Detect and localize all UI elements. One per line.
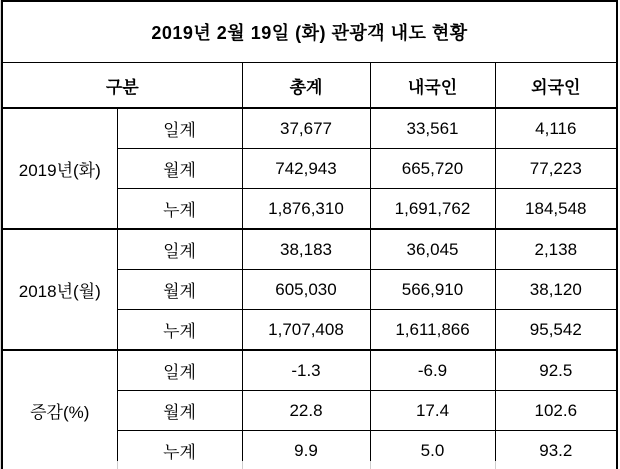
header-domestic: 내국인: [370, 63, 495, 109]
table-row: [2, 229, 617, 270]
row-label-cumulative: 누계: [117, 431, 242, 469]
header-total: 총계: [242, 63, 370, 109]
row-label-daily: 일계: [117, 350, 242, 391]
table-cell: 17.4: [370, 391, 495, 431]
table-cell: 38,183: [242, 229, 370, 270]
table-cell: 22.8: [242, 391, 370, 431]
table-cell: 33,561: [370, 108, 495, 149]
row-label-cumulative: 누계: [117, 310, 242, 351]
tourist-arrivals-table: [1, 0, 618, 469]
table-cell: 102.6: [495, 391, 617, 431]
table-cell: 4,116: [495, 108, 617, 149]
row-label-monthly: 월계: [117, 149, 242, 189]
table-row: [2, 108, 617, 149]
sheet-gridline-stub: [242, 461, 243, 469]
group-label-2018: 2018년(월): [2, 229, 117, 350]
table-cell: 5.0: [370, 431, 495, 469]
header-foreign: 외국인: [495, 63, 617, 109]
table-cell: 742,943: [242, 149, 370, 189]
table-cell: 605,030: [242, 270, 370, 310]
table-cell: -6.9: [370, 350, 495, 391]
table-cell: 77,223: [495, 149, 617, 189]
header-row: [2, 63, 617, 109]
row-label-monthly: 월계: [117, 391, 242, 431]
row-label-monthly: 월계: [117, 270, 242, 310]
table-row: [2, 350, 617, 391]
table-title: 2019년 2월 19일 (화) 관광객 내도 현황: [2, 1, 617, 63]
row-label-daily: 일계: [117, 108, 242, 149]
sheet-gridline-stub: [370, 461, 371, 469]
table-cell: 93.2: [495, 431, 617, 469]
row-label-cumulative: 누계: [117, 189, 242, 230]
table-cell: 665,720: [370, 149, 495, 189]
sheet-gridline-stub: [117, 461, 118, 469]
table-cell: 2,138: [495, 229, 617, 270]
header-category: 구분: [2, 63, 242, 109]
table-cell: 92.5: [495, 350, 617, 391]
table-cell: -1.3: [242, 350, 370, 391]
table-cell: 36,045: [370, 229, 495, 270]
table-cell: 1,876,310: [242, 189, 370, 230]
table-cell: 9.9: [242, 431, 370, 469]
table-cell: 1,691,762: [370, 189, 495, 230]
table-cell: 1,707,408: [242, 310, 370, 351]
table-cell: 184,548: [495, 189, 617, 230]
table-cell: 38,120: [495, 270, 617, 310]
group-label-2019: 2019년(화): [2, 108, 117, 229]
table-cell: 566,910: [370, 270, 495, 310]
group-label-change: 증감(%): [2, 350, 117, 469]
table-cell: 37,677: [242, 108, 370, 149]
table-cell: 95,542: [495, 310, 617, 351]
row-label-daily: 일계: [117, 229, 242, 270]
title-row: [2, 1, 617, 63]
sheet-gridline-stub: [495, 461, 496, 469]
table-cell: 1,611,866: [370, 310, 495, 351]
